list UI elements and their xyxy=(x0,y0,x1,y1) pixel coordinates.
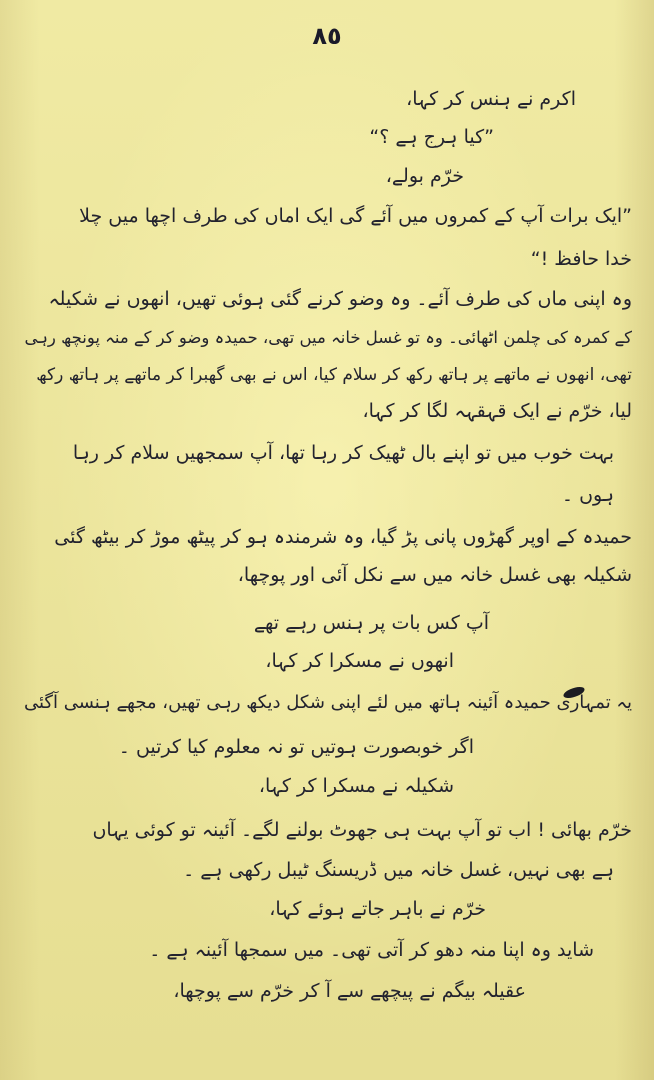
text-line: شکیلہ بھی غسل خانہ میں سے نکل آئی اور پوچھا، xyxy=(237,564,632,586)
text-line: وہ اپنی ماں کی طرف آئے۔ وہ وضو کرنے گئی ہوئی تھیں، انھوں نے شکیلہ xyxy=(48,288,632,310)
text-line: ”کیا ہرج ہے ؟“ xyxy=(369,126,494,148)
text-line: حمیدہ کے اوپر گھڑوں پانی پڑ گیا، وہ شرمندہ ہو کر پیٹھ موڑ کر بیٹھ گئی xyxy=(54,526,632,548)
text-line: یہ تمہاری حمیدہ آئینہ ہاتھ میں لئے اپنی شکل دیکھ رہی تھیں، مجھے ہنسی آگئی xyxy=(23,692,632,713)
text-line: انھوں نے مسکرا کر کہا، xyxy=(265,650,454,672)
text-line: ہے بھی نہیں، غسل خانہ میں ڈریسنگ ٹیبل رکھی ہے ۔ xyxy=(183,859,614,881)
text-line: عقیلہ بیگم نے پیچھے سے آ کر خرّم سے پوچھا، xyxy=(173,980,526,1002)
text-line: تھی، انھوں نے ماتھے پر ہاتھ رکھ کر سلام کیا، اس نے بھی گھبرا کر ماتھے پر ہاتھ رکھ xyxy=(36,365,632,385)
text-line: لیا، خرّم نے ایک قہقہہ لگا کر کہا، xyxy=(362,400,632,422)
text-line: اکرم نے ہنس کر کہا، xyxy=(406,88,576,110)
text-line: شکیلہ نے مسکرا کر کہا، xyxy=(258,775,454,797)
text-line: ہوں ۔ xyxy=(561,484,614,506)
text-line: خدا حافظ !“ xyxy=(530,248,632,270)
text-line: بہت خوب میں تو اپنے بال ٹھیک کر رہا تھا، آپ سمجھیں سلام کر رہا xyxy=(72,442,614,464)
text-line: خرّم نے باہر جاتے ہوئے کہا، xyxy=(269,898,486,920)
text-line: خرّم بھائی ! اب تو آپ بہت ہی جھوٹ بولنے لگے۔ آئینہ تو کوئی یہاں xyxy=(92,819,632,841)
text-line: اگر خوبصورت ہوتیں تو نہ معلوم کیا کرتیں ۔ xyxy=(118,736,474,758)
text-line: آپ کس بات پر ہنس رہے تھے xyxy=(253,612,489,634)
text-line: کے کمرہ کی چلمن اٹھائی۔ وہ تو غسل خانہ میں تھی، حمیدہ وضو کر کے منہ پونچھ رہی xyxy=(24,328,632,347)
page-number: ٨٥ xyxy=(312,22,342,50)
text-line: شاید وہ اپنا منہ دھو کر آتی تھی۔ میں سمجھا آئینہ ہے ۔ xyxy=(149,939,594,961)
text-line: ”ایک برات آپ کے کمروں میں آئے گی ایک اماں کی طرف اچھا میں چلا xyxy=(79,205,632,227)
text-line: خرّم بولے، xyxy=(385,165,464,187)
